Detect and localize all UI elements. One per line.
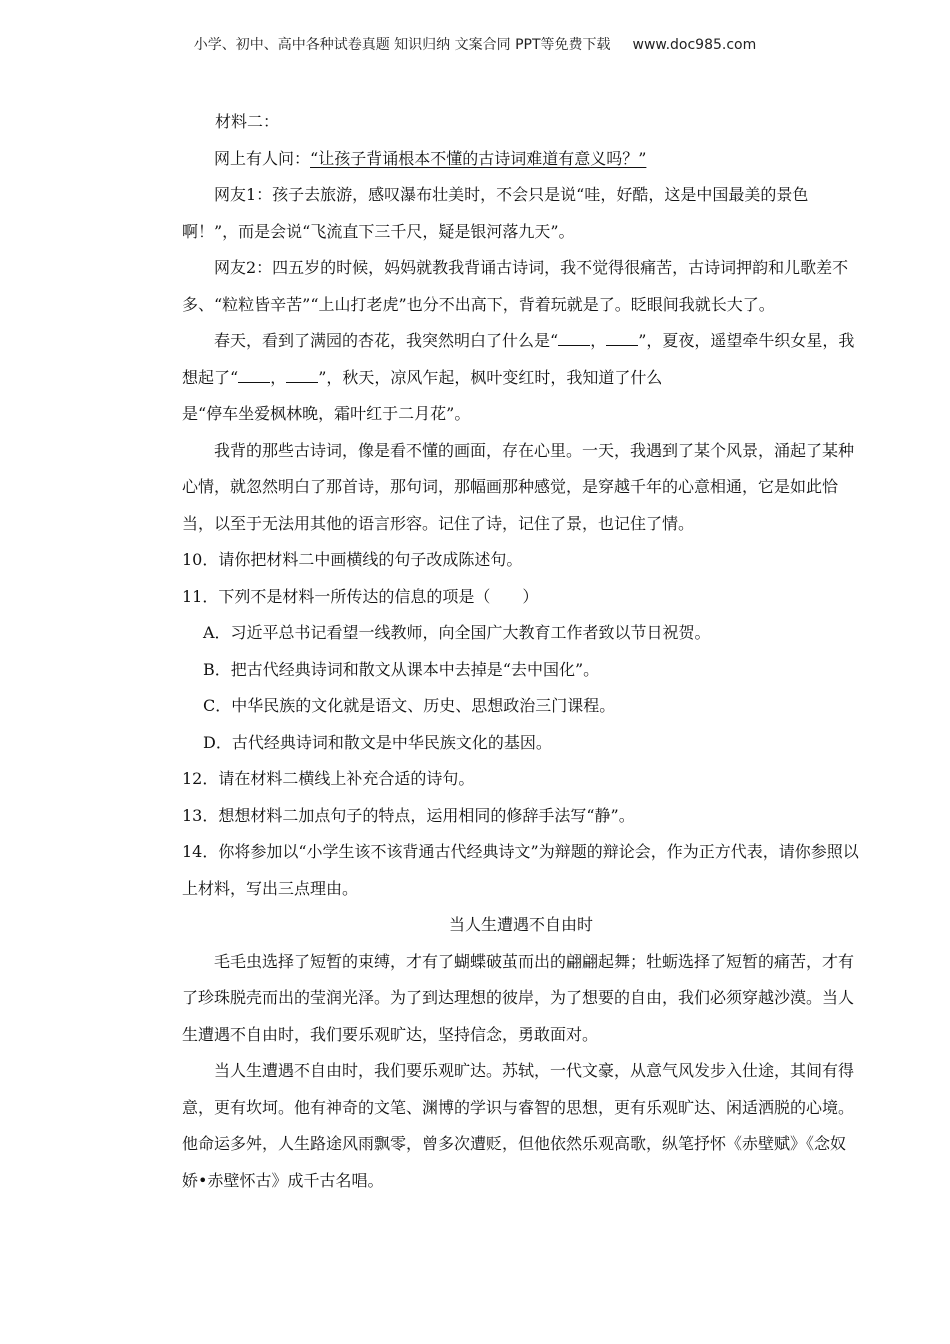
option-d: D．古代经典诗词和散文是中华民族文化的基因。 bbox=[203, 732, 552, 752]
question-11: 11．下列不是材料一所传达的信息的项是（ ） bbox=[182, 586, 539, 606]
question-14: 14．你将参加以“小学生该不该背通古代经典诗文”为辩题的辩论会，作为正方代表，请你参照以上材料，写出三点理由。 bbox=[182, 842, 859, 898]
netizen2-paragraph: 网友2：四五岁的时候，妈妈就教我背诵古诗词，我不觉得很痛苦，古诗词押韵和儿歌差不多、“粒粒皆辛苦”“上山打老虎”也分不出高下，背着玩就是了。眨眼间我就长大了。 bbox=[182, 258, 849, 314]
question-10: 10．请你把材料二中画横线的句子改成陈述句。 bbox=[182, 550, 523, 569]
document-body bbox=[182, 104, 860, 1199]
question-13: 13．想想材料二加点句子的特点，运用相同的修辞手法写“静”。 bbox=[182, 805, 635, 825]
blank-2[interactable] bbox=[606, 327, 638, 346]
question-12: 12．请在材料二横线上补充合适的诗句。 bbox=[182, 769, 475, 788]
material2-label: 材料二： bbox=[215, 112, 280, 131]
seasons-paragraph-end: 是“停车坐爱枫林晚，霜叶红于二月花”。 bbox=[182, 404, 471, 423]
option-a: A．习近平总书记看望一线教师，向全国广大教育工作者致以节日祝贺。 bbox=[203, 623, 711, 642]
header-text: 小学、初中、高中各种试卷真题 知识归纳 文案合同 PPT等免费下载 bbox=[193, 37, 611, 53]
seasons-paragraph: 春天，看到了满园的杏花，我突然明白了什么是“ ， ”，夏夜，遥望牵牛织女星，我想起了“ ， ”，秋天，凉风乍起，枫叶变红时，我知道了什么 bbox=[182, 323, 860, 396]
question-line bbox=[182, 141, 860, 178]
netizen1-paragraph: 网友1：孩子去旅游，感叹瀑布壮美时，不会只是说“哇，好酷，这是中国最美的景色啊！”，而是会说“飞流直下三千尺，疑是银河落九天”。 bbox=[182, 185, 809, 241]
essay-title: 当人生遭遇不自由时 bbox=[448, 915, 593, 934]
question-prefix: 网上有人问： bbox=[214, 148, 311, 168]
header-url[interactable]: www.doc985.com bbox=[632, 37, 757, 53]
essay-paragraph-1: 毛毛虫选择了短暂的束缚，才有了蝴蝶破茧而出的翩翩起舞；牡蛎选择了短暂的痛苦，才有了珍珠脱壳而出的莹润光泽。为了到达理想的彼岸，为了想要的自由，我们必须穿越沙漠。当人生遭遇不自由时，我们要乐观旷达，坚持信念，勇敢面对。 bbox=[182, 951, 855, 1044]
essay-paragraph-2: 当人生遭遇不自由时，我们要乐观旷达。苏轼，一代文豪，从意气风发步入仕途，其间有得意，更有坎坷。他有神奇的文笔、渊博的学识与睿智的思想，更有乐观旷达、闲适洒脱的心境。他命运多舛，人生路途风雨飘零，曾多次遭贬，但他依然乐观高歌，纵笔抒怀《赤壁赋》《念奴娇•赤壁怀古》成千古名唱。 bbox=[182, 1061, 855, 1190]
recite-paragraph: 我背的那些古诗词，像是看不懂的画面，存在心里。一天，我遇到了某个风景，涌起了某种心情，就忽然明白了那首诗，那句词，那幅画那种感觉，是穿越千年的心意相通，它是如此恰当，以至于无法用其他的语言形容。记住了诗，记住了景，也记住了情。 bbox=[182, 440, 855, 533]
page-header bbox=[0, 34, 950, 54]
underlined-question: “让孩子背诵根本不懂的古诗词难道有意义吗？” bbox=[310, 148, 647, 168]
blank-4[interactable] bbox=[286, 364, 318, 383]
blank-3[interactable] bbox=[238, 364, 270, 383]
option-b: B．把古代经典诗词和散文从课本中去掉是“去中国化”。 bbox=[203, 659, 600, 679]
option-c: C．中华民族的文化就是语文、历史、思想政治三门课程。 bbox=[203, 696, 616, 715]
blank-1[interactable] bbox=[558, 327, 590, 346]
